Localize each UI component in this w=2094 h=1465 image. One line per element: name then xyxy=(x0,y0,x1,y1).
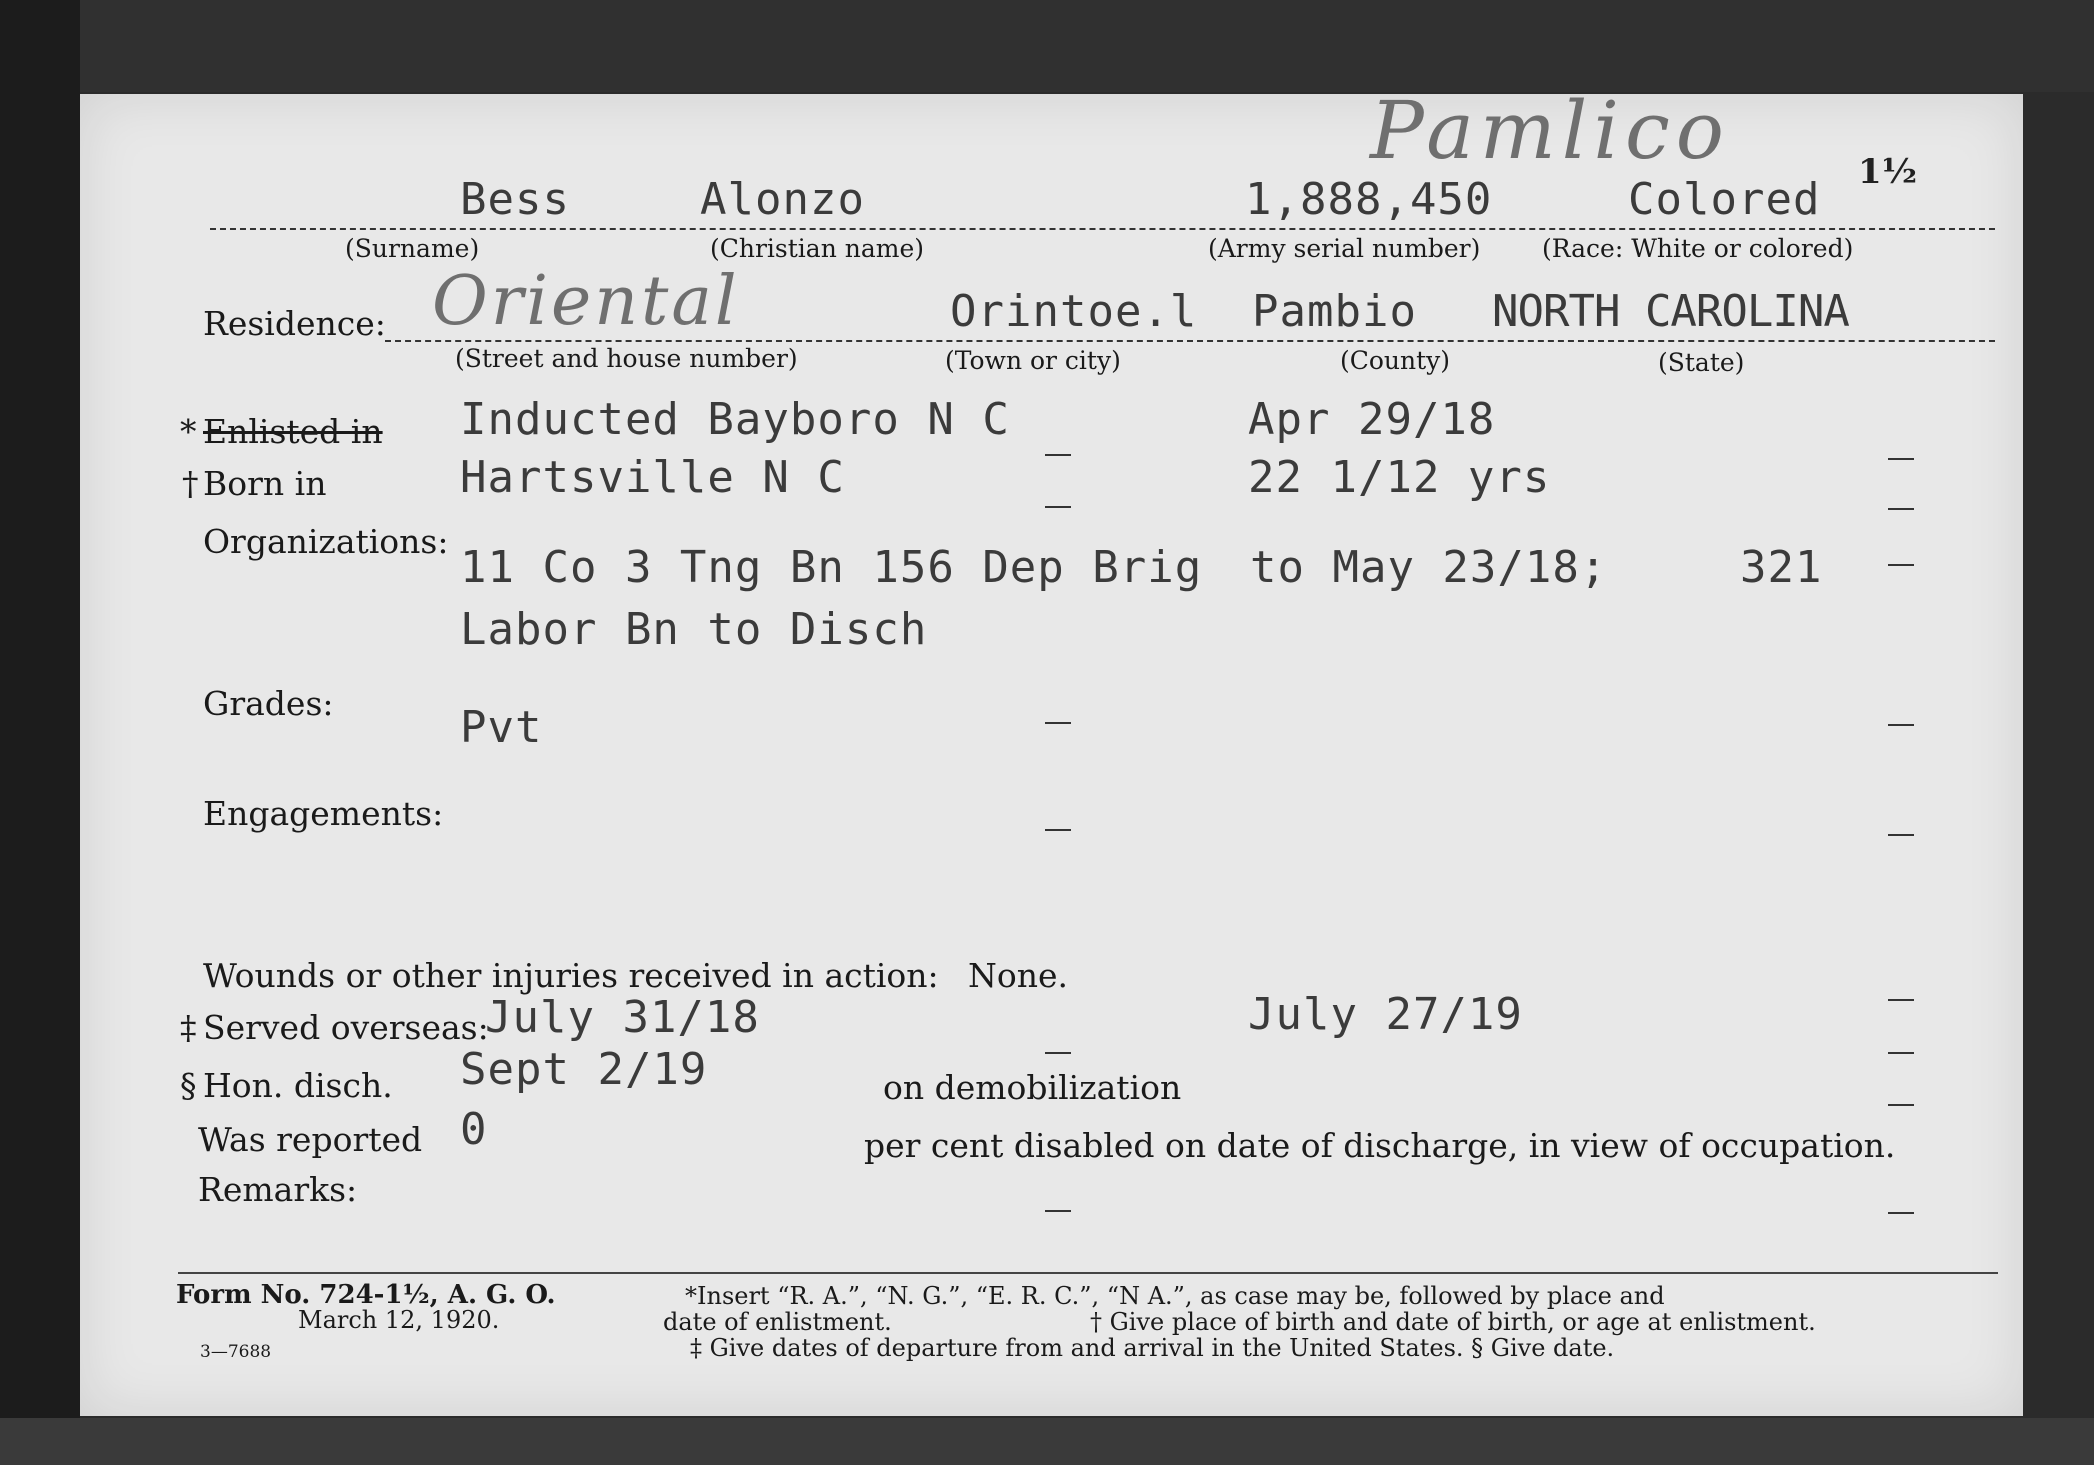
percent-disabled-text: per cent disabled on date of discharge, in view of occupation. xyxy=(864,1126,1896,1165)
handwritten-county: Pamlico xyxy=(1370,84,1730,177)
was-reported-value: 0 xyxy=(460,1104,488,1155)
born-place-value: Hartsville N C xyxy=(460,452,845,503)
hon-disch-label: Hon. disch. xyxy=(203,1066,393,1105)
tick-mark xyxy=(1888,834,1914,836)
tick-mark xyxy=(1888,508,1914,510)
tick-mark xyxy=(1888,1212,1914,1214)
footnote-line-2a: date of enlistment. xyxy=(663,1308,892,1336)
tick-mark xyxy=(1888,1052,1914,1054)
served-overseas-label: Served overseas: xyxy=(203,1008,489,1047)
street-caption: (Street and house number) xyxy=(455,344,798,373)
wounds-label: Wounds or other injuries received in action: xyxy=(203,956,939,995)
town-caption: (Town or city) xyxy=(945,346,1121,375)
county-caption: (County) xyxy=(1340,346,1451,375)
print-number: 3—7688 xyxy=(200,1342,272,1362)
organization-line-1: 11 Co 3 Tng Bn 156 Dep Brig xyxy=(460,542,1203,593)
handwritten-street: Oriental xyxy=(432,262,740,341)
tick-mark xyxy=(1045,722,1071,724)
enlisted-place-value: Inducted Bayboro N C xyxy=(460,394,1010,445)
service-record-card xyxy=(80,84,2023,1416)
tick-mark xyxy=(1045,1210,1071,1212)
organization-line-1-date: to May 23/18; xyxy=(1250,542,1608,593)
tick-mark xyxy=(1045,506,1071,508)
residence-label: Residence: xyxy=(203,304,386,343)
engagements-label: Engagements: xyxy=(203,794,444,833)
scan-background-bottom xyxy=(0,1418,2094,1465)
tick-mark xyxy=(1045,1052,1071,1054)
grades-value: Pvt xyxy=(460,702,543,753)
enlisted-marker: * xyxy=(180,412,197,451)
enlisted-date-value: Apr 29/18 xyxy=(1248,394,1496,445)
served-arrival-value: July 27/19 xyxy=(1248,989,1523,1040)
footnote-line-2b: † Give place of birth and date of birth, or age at enlistment. xyxy=(1090,1308,1816,1336)
surname-value: Bess xyxy=(460,174,570,225)
corner-fraction: 1½ xyxy=(1858,152,1918,192)
born-marker: † xyxy=(182,464,199,503)
christian-name-value: Alonzo xyxy=(700,174,865,225)
organization-line-1-unit: 321 xyxy=(1740,542,1823,593)
footer-rule xyxy=(178,1272,1998,1274)
organization-line-2: Labor Bn to Disch xyxy=(460,604,928,655)
race-caption: (Race: White or colored) xyxy=(1542,234,1854,263)
serial-caption: (Army serial number) xyxy=(1208,234,1481,263)
tick-mark xyxy=(1045,829,1071,831)
county-value: Pambio xyxy=(1252,286,1417,337)
christian-name-caption: (Christian name) xyxy=(710,234,925,263)
scan-background-top xyxy=(0,0,2094,92)
served-marker: ‡ xyxy=(180,1008,197,1047)
residence-line xyxy=(385,340,1995,342)
organizations-label: Organizations: xyxy=(203,522,449,561)
form-number: Form No. 724-1½, A. G. O. xyxy=(176,1280,556,1310)
on-demobilization-text: on demobilization xyxy=(883,1068,1182,1107)
name-line xyxy=(210,228,1995,230)
scan-background-left xyxy=(0,0,80,1465)
hon-disch-date-value: Sept 2/19 xyxy=(460,1044,708,1095)
wounds-value: None. xyxy=(968,956,1069,995)
footnote-line-1: *Insert “R. A.”, “N. G.”, “E. R. C.”, “N A.”, as case may be, followed by place and xyxy=(685,1282,1665,1310)
served-departure-value: July 31/18 xyxy=(485,992,760,1043)
state-value: NORTH CAROLINA xyxy=(1492,286,1849,337)
tick-mark xyxy=(1888,999,1914,1001)
grades-label: Grades: xyxy=(203,684,334,723)
footnote-line-3: ‡ Give dates of departure from and arrival in the United States. § Give date. xyxy=(690,1334,1615,1362)
enlisted-label: Enlisted in xyxy=(203,412,383,451)
tick-mark xyxy=(1888,724,1914,726)
tick-mark xyxy=(1888,458,1914,460)
state-caption: (State) xyxy=(1658,348,1745,377)
race-value: Colored xyxy=(1628,174,1821,225)
town-value: Orintoe.l xyxy=(950,286,1198,337)
serial-number-value: 1,888,450 xyxy=(1245,174,1493,225)
tick-mark xyxy=(1888,564,1914,566)
form-date: March 12, 1920. xyxy=(298,1306,500,1334)
was-reported-label: Was reported xyxy=(198,1120,423,1159)
tick-mark xyxy=(1045,454,1071,456)
tick-mark xyxy=(1888,1104,1914,1106)
surname-caption: (Surname) xyxy=(345,234,480,263)
hon-disch-marker: § xyxy=(180,1066,197,1105)
remarks-label: Remarks: xyxy=(198,1170,358,1209)
born-label: Born in xyxy=(203,464,327,503)
born-age-value: 22 1/12 yrs xyxy=(1248,452,1551,503)
